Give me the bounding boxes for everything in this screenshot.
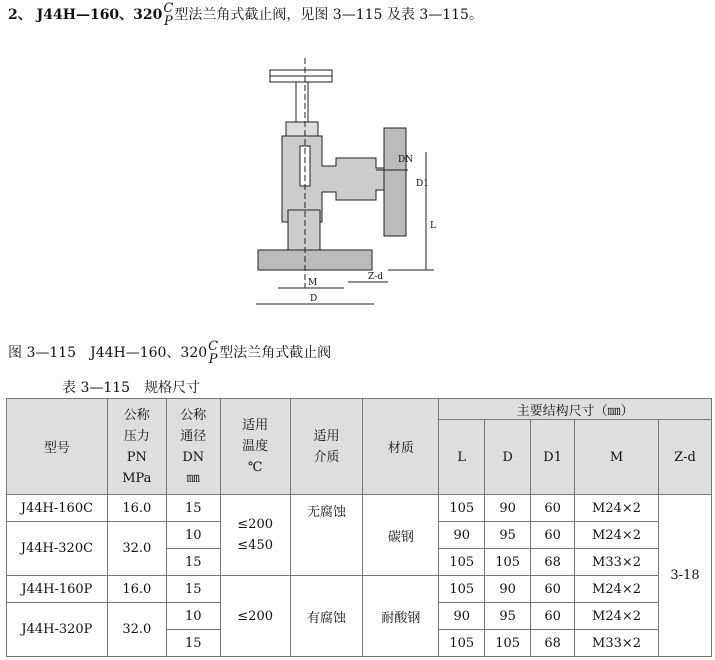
- cell-pn: 16.0: [107, 576, 166, 603]
- cell-m: M24×2: [575, 576, 659, 603]
- header-l: L: [439, 420, 485, 495]
- cell-temp-c: ≤200 ≤450: [220, 495, 290, 576]
- header-model: 型号: [7, 399, 108, 495]
- cell-dn: 15: [166, 630, 220, 657]
- cell-m: M24×2: [575, 495, 659, 522]
- heading-fraction: C P: [163, 1, 174, 29]
- section-heading: 2、 J44H—160、320 C P 型法兰角式截止阀，见图 3—115 及表 3—115。: [8, 1, 483, 29]
- header-temp: 适用 温度 ℃: [220, 399, 290, 495]
- table-title: 表 3—115 规格尺寸: [62, 380, 201, 396]
- header-zd: Z-d: [659, 420, 712, 495]
- cell-d1: 60: [531, 495, 575, 522]
- cell-medium-p: 有腐蚀: [290, 576, 363, 657]
- cell-d1: 60: [531, 522, 575, 549]
- cell-pn: 16.0: [107, 495, 166, 522]
- header-pn: 公称 压力 PN MPa: [107, 399, 166, 495]
- cell-d1: 68: [531, 630, 575, 657]
- header-medium: 适用 介质: [290, 399, 363, 495]
- header-main-dimensions: 主要结构尺寸（㎜）: [439, 399, 712, 420]
- cell-m: M24×2: [575, 522, 659, 549]
- cell-l: 105: [439, 495, 485, 522]
- cell-d: 95: [485, 522, 531, 549]
- cell-medium-c: 无腐蚀: [290, 495, 363, 576]
- cell-model: J44H-160C: [7, 495, 108, 522]
- cell-l: 105: [439, 576, 485, 603]
- spec-table: [6, 398, 712, 657]
- header-material: 材质: [363, 399, 439, 495]
- cell-model: J44H-160P: [7, 576, 108, 603]
- cell-d1: 60: [531, 603, 575, 630]
- cell-l: 90: [439, 603, 485, 630]
- cell-l: 90: [439, 522, 485, 549]
- cell-m: M24×2: [575, 603, 659, 630]
- cell-dn: 10: [166, 603, 220, 630]
- cell-dn: 15: [166, 576, 220, 603]
- label-d1: D1: [416, 179, 429, 189]
- table-row: [7, 495, 712, 522]
- figure-caption: 图 3—115 J44H—160、320 C P 型法兰角式截止阀: [8, 339, 332, 367]
- label-dn: DN: [398, 155, 414, 165]
- cell-zd: 3-18: [659, 495, 712, 657]
- cell-d: 105: [485, 549, 531, 576]
- label-m: M: [308, 278, 318, 288]
- valve-drawing: [248, 58, 458, 318]
- header-d: D: [485, 420, 531, 495]
- cell-material-c: 碳钢: [363, 495, 439, 576]
- cell-m: M33×2: [575, 630, 659, 657]
- label-zd: Z-d: [368, 272, 384, 282]
- header-dn: 公称 通径 DN ㎜: [166, 399, 220, 495]
- cell-l: 105: [439, 630, 485, 657]
- cell-pn: 32.0: [107, 603, 166, 657]
- cell-pn: 32.0: [107, 522, 166, 576]
- cell-material-p: 耐酸钢: [363, 576, 439, 657]
- label-l: L: [430, 221, 436, 231]
- cell-d: 95: [485, 603, 531, 630]
- cell-temp-p: ≤200: [220, 576, 290, 657]
- cell-m: M33×2: [575, 549, 659, 576]
- header-m: M: [575, 420, 659, 495]
- cell-model: J44H-320C: [7, 522, 108, 576]
- cell-dn: 15: [166, 495, 220, 522]
- header-d1: D1: [531, 420, 575, 495]
- cell-model: J44H-320P: [7, 603, 108, 657]
- cell-d: 90: [485, 495, 531, 522]
- cell-l: 105: [439, 549, 485, 576]
- cell-dn: 10: [166, 522, 220, 549]
- label-d: D: [310, 294, 318, 304]
- caption-fraction: C P: [208, 339, 219, 367]
- cell-dn: 15: [166, 549, 220, 576]
- cell-d: 105: [485, 630, 531, 657]
- cell-d1: 60: [531, 576, 575, 603]
- cell-d: 90: [485, 576, 531, 603]
- table-row: [7, 576, 712, 603]
- cell-d1: 68: [531, 549, 575, 576]
